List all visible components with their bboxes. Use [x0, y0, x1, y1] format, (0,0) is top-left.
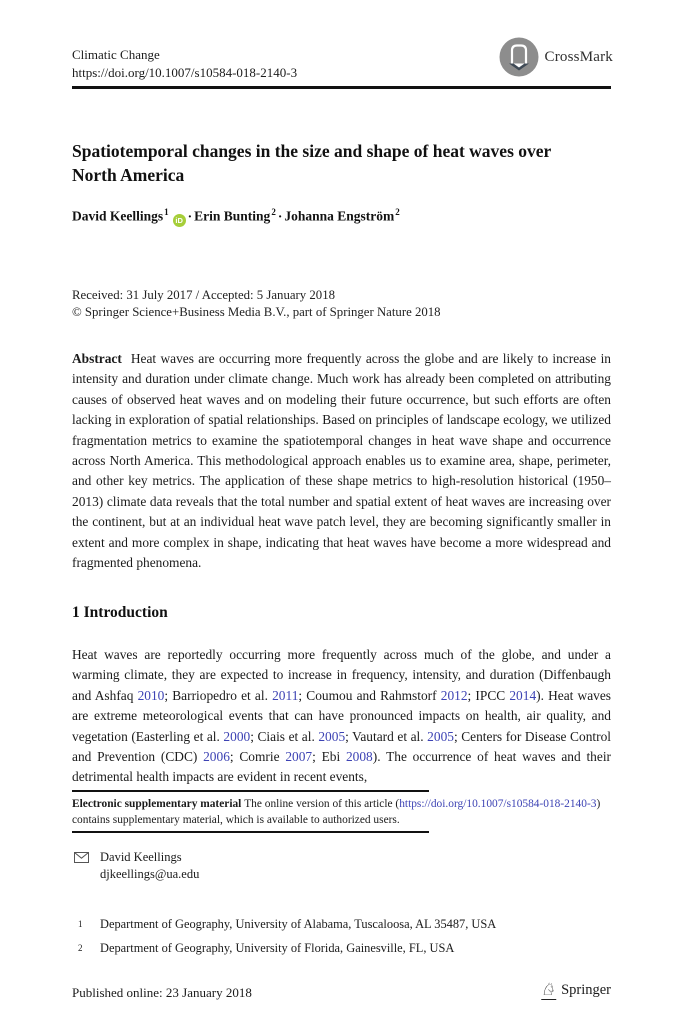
- affiliation-text: Department of Geography, University of Alabama, Tuscaloosa, AL 35487, USA: [100, 917, 497, 931]
- text-segment: The online version of this article (: [244, 798, 400, 810]
- correspondence-block: [72, 849, 199, 883]
- article-title: Spatiotemporal changes in the size and shape of heat waves over North America: [72, 141, 551, 185]
- text-segment: ; Vautard et al.: [345, 728, 428, 744]
- springer-wordmark: Springer: [561, 982, 611, 998]
- crossmark-badge[interactable]: [499, 37, 613, 77]
- text-segment: ; Centers for Disease Control and Prevention (CDC): [72, 728, 611, 765]
- abstract-label: Abstract: [72, 351, 122, 366]
- author-name: Johanna Engström: [284, 208, 395, 224]
- inline-link[interactable]: 2005: [427, 728, 454, 744]
- inline-link[interactable]: 2014: [509, 687, 537, 703]
- affiliation-number: 2: [78, 943, 83, 953]
- author-separator: ·: [277, 208, 283, 224]
- inline-link[interactable]: https://doi.org/10.1007/s10584-018-2140-3: [399, 798, 597, 810]
- supplementary-material-footnote: [72, 797, 611, 828]
- inline-link[interactable]: 2010: [137, 687, 165, 703]
- springer-logo: [541, 981, 611, 1000]
- affiliation-number: 1: [78, 919, 83, 929]
- affiliation-text: Department of Geography, University of Florida, Gainesville, FL, USA: [100, 941, 455, 955]
- author-affiliation-number: 2: [395, 207, 400, 217]
- journal-name: Climatic Change: [72, 47, 160, 62]
- crossmark-icon: [499, 37, 539, 77]
- journal-header: [72, 46, 297, 82]
- inline-link[interactable]: 2006: [203, 749, 230, 765]
- footnote-rule-top: [72, 790, 429, 792]
- footnote-rule-bottom: [72, 831, 429, 833]
- text-segment: ; Coumou and Rahmstorf: [298, 687, 441, 703]
- author-list: [72, 207, 400, 227]
- author-affiliation-number: 2: [271, 207, 276, 217]
- copyright-line: © Springer Science+Business Media B.V., part of Springer Nature 2018: [72, 305, 441, 319]
- inline-link[interactable]: 2005: [318, 728, 346, 744]
- inline-link[interactable]: 2008: [345, 749, 373, 765]
- inline-link[interactable]: 2011: [272, 687, 299, 703]
- affiliation-row: [72, 940, 611, 956]
- text-segment: ). Heat waves are extreme meteorological events that can have pronounced impacts on health, air quality, and vegetation (Easterling et al.: [72, 687, 612, 744]
- text-segment: Heat waves are reportedly occurring more frequently across much of the globe, and under a warming climate, they are expected to increase in frequency, intensity, and duration (Diffenbaugh and Ashfaq: [72, 647, 611, 703]
- introduction-paragraph: [72, 645, 611, 788]
- journal-doi[interactable]: https://doi.org/10.1007/s10584-018-2140-3: [72, 65, 298, 80]
- text-segment: ; Barriopedro et al.: [164, 687, 273, 703]
- envelope-icon: [74, 852, 89, 863]
- text-segment: ). The occurrence of heat waves and their detrimental health impacts are evident in recent events,: [72, 749, 611, 785]
- affiliation-row: [72, 916, 611, 932]
- corresponding-author-name: David Keellings: [100, 850, 182, 864]
- affiliation-list: [72, 916, 611, 964]
- received-accepted-line: Received: 31 July 2017 / Accepted: 5 January 2018: [72, 288, 335, 302]
- text-segment: ; Comrie: [229, 749, 286, 765]
- orcid-icon[interactable]: iD: [173, 214, 186, 227]
- author-name: Erin Bunting: [194, 208, 271, 224]
- text-segment: ; IPCC: [467, 687, 510, 703]
- author-separator: ·: [187, 208, 193, 224]
- author-name: David Keellings: [72, 208, 164, 224]
- springer-knight-icon: ♘: [540, 980, 557, 999]
- abstract-text: Heat waves are occurring more frequently across the globe and are likely to increase in intensity and duration under climate change. Much work has already been completed on attributing causes of observed heat waves and on modeling their future occurrence, but such efforts are often lacking in exploration of spatial relationships. Based on principles of landscape ecology, we utilized fragmentation metrics to examine the spatiotemporal changes in heat wave shape and occurrence across North America. This methodological approach enables us to examine area, shape, perimeter, and other key metrics. The application of these shape metrics to high-resolution historical (1950–2013) climate data reveals that the total number and spatial extent of heat waves are increasing over the continent, but at an individual heat wave patch level, they are becoming significantly smaller in extent and more complex in shape, indicating that heat waves have become a more widespread and fragmented phenomena.: [72, 351, 611, 571]
- text-segment: ; Ciais et al.: [250, 728, 319, 744]
- section-heading-introduction: 1 Introduction: [72, 604, 168, 621]
- published-online-line: Published online: 23 January 2018: [72, 985, 252, 1000]
- text-segment: Electronic supplementary material: [72, 798, 245, 810]
- text-segment: ; Ebi: [312, 749, 346, 765]
- crossmark-label: CrossMark: [544, 48, 613, 65]
- dates-block: [72, 287, 441, 321]
- inline-link[interactable]: 2007: [285, 749, 313, 765]
- text-segment: ) contains supplementary material, which is available to authorized users.: [72, 798, 601, 826]
- abstract-paragraph: [72, 349, 611, 573]
- inline-link[interactable]: 2012: [440, 687, 468, 703]
- inline-link[interactable]: 2000: [223, 728, 251, 744]
- corresponding-author-email[interactable]: djkeellings@ua.edu: [100, 867, 200, 881]
- author-affiliation-number: 1: [164, 207, 169, 217]
- header-rule: [72, 86, 611, 89]
